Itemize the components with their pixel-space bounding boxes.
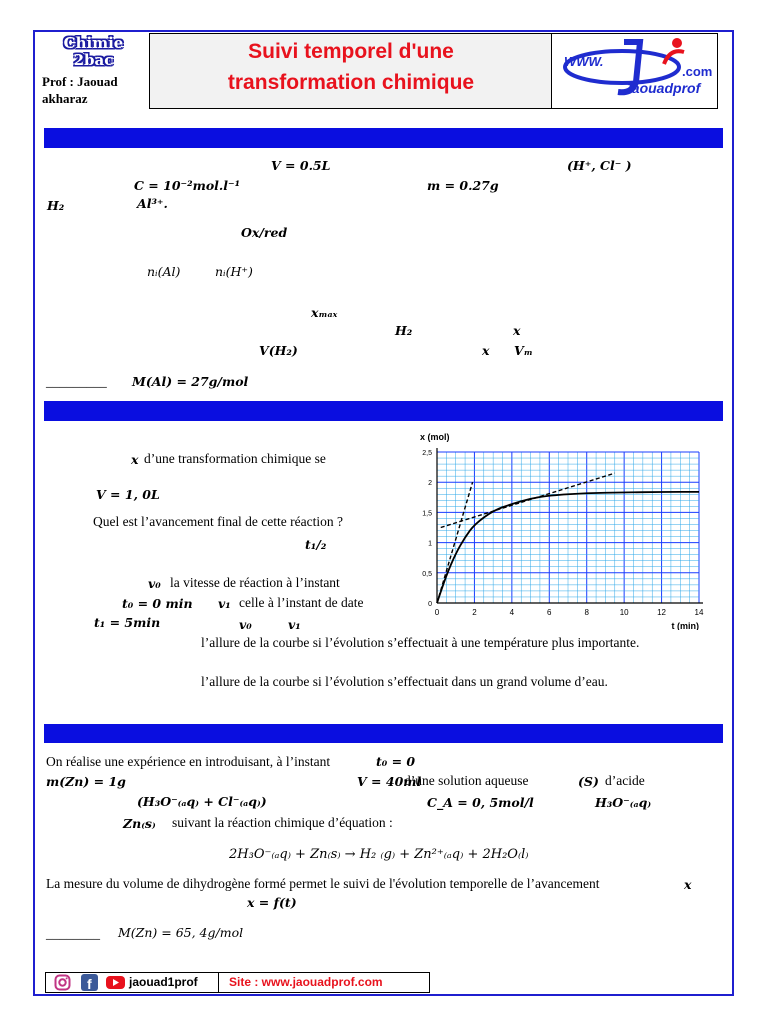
prof-line2: akharaz [42, 91, 88, 106]
y-tick-label: 1,5 [422, 510, 432, 518]
ex3-xft: x = f(t) [247, 895, 297, 910]
ex3-t0: t₀ = 0 [376, 754, 416, 769]
social-handle[interactable]: jaouad1prof [129, 975, 198, 989]
exercise2-banner [44, 401, 723, 421]
ex2-t-half: t₁/₂ [305, 537, 327, 552]
y-tick-label: 1 [428, 540, 432, 548]
site-link[interactable]: Site : www.jaouadprof.com [229, 975, 383, 989]
ex2-line1: d’une transformation chimique se [144, 451, 326, 466]
ex2-volume: V = 1, 0L [96, 487, 160, 502]
logo-name: Jaouadprof [624, 80, 701, 96]
ex1-mass: m = 0.27g [427, 178, 499, 193]
instagram-icon[interactable] [54, 974, 71, 991]
ex1-ni-h: nᵢ(H⁺) [215, 264, 253, 279]
y-tick-label: 2 [428, 480, 432, 488]
ex3-sol-text: d’une solution aqueuse [404, 773, 529, 788]
ex3-intro: On réalise une expérience en introduisant, à l’instant [46, 754, 331, 769]
logo-com: .com [682, 64, 713, 79]
ex2-v0-text: la vitesse de réaction à l’instant [170, 575, 340, 590]
ex2-v1-text: celle à l’instant de date [239, 595, 364, 610]
ex3-s: (S) [578, 774, 599, 789]
ex1-al3: Al³⁺. [137, 196, 168, 211]
exercise3-banner [44, 724, 723, 743]
ex2-v0: v₀ [148, 576, 161, 591]
ex3-zn: Zn₍s₎ [123, 816, 156, 831]
ex3-mzn: m(Zn) = 1g [46, 774, 126, 789]
ex1-vm: Vₘ [514, 343, 533, 358]
ex1-blank: _________ [46, 374, 107, 389]
ex3-equation: 2H₃O⁻₍ₐq₎ + Zn₍s₎ → H₂ ₍g₎ + Zn²⁺₍ₐq₎ + 2H₂O₍l₎ [229, 847, 529, 862]
ex1-ions: (H⁺, Cl⁻ ) [567, 158, 632, 173]
logo-www: WWW. [564, 54, 604, 69]
ex2-v1: v₁ [218, 596, 231, 611]
x-tick-label: 12 [657, 608, 667, 617]
ex3-molar-mass: M(Zn) = 65, 4g/mol [118, 925, 244, 940]
prof-line1: Prof : Jaouad [42, 74, 118, 89]
x-tick-label: 6 [547, 608, 552, 617]
facebook-icon[interactable] [81, 974, 98, 991]
ex1-h2b: H₂ [395, 323, 413, 338]
ex3-acid: d’acide [605, 773, 645, 788]
ex1-concentration: C = 10⁻²mol.l⁻¹ [134, 178, 241, 193]
prof-box [37, 72, 150, 109]
advancement-chart [405, 425, 715, 630]
ex1-oxred: Ox/red [241, 225, 288, 240]
exercise1-banner [44, 128, 723, 148]
ex3-pair: (H₃O⁻₍ₐq₎ + Cl⁻₍ₐq₎) [137, 794, 267, 809]
ex2-t1: t₁ = 5min [94, 615, 161, 630]
youtube-icon[interactable] [106, 976, 125, 989]
subject-line2: 2bac [73, 51, 114, 69]
subject-line1: Chimie [63, 34, 124, 52]
ex3-x: x [684, 877, 692, 892]
footer [45, 972, 430, 993]
ex2-vol-text: l’allure de la courbe si l’évolution s’effectuait dans un grand volume d’eau. [201, 674, 608, 689]
x-tick-label: 14 [694, 608, 704, 617]
ex2-t0: t₀ = 0 min [122, 596, 193, 611]
ex2-v0b: v₀ [239, 617, 252, 632]
y-tick-label: 2,5 [422, 450, 432, 457]
page-title-line2: transformation chimique [227, 71, 475, 94]
x-tick-label: 0 [434, 608, 440, 617]
y-tick-label: 0 [428, 601, 432, 608]
svg-text:f: f [87, 976, 92, 991]
ex1-vh2: V(H₂) [259, 343, 298, 358]
ex3-volume: V = 40ml [357, 774, 422, 789]
ex1-x2: x [482, 343, 490, 358]
ex1-h2: H₂ [47, 198, 65, 213]
ex3-blank: ________ [46, 926, 100, 941]
subject-box [37, 33, 150, 73]
y-axis-label: x (mol) [420, 432, 450, 442]
logo [552, 33, 718, 109]
x-tick-label: 2 [472, 608, 477, 617]
footer-divider [218, 973, 219, 992]
ex1-xmax: xₘₐₓ [311, 305, 338, 320]
ex1-molar-mass: M(Al) = 27g/mol [132, 374, 249, 389]
ex2-x: x [131, 452, 139, 467]
x-tick-label: 8 [584, 608, 589, 617]
ex3-measure: La mesure du volume de dihydrogène formé permet le suivi de l'évolution temporelle de l’avancement [46, 876, 600, 891]
ex1-ni-al: nᵢ(Al) [147, 264, 181, 279]
y-tick-label: 0,5 [422, 570, 432, 578]
ex2-temp-text: l’allure de la courbe si l’évolution s’effectuait à une température plus importante. [201, 635, 640, 650]
ex1-x1: x [513, 323, 521, 338]
ex2-v1b: v₁ [288, 617, 301, 632]
x-tick-label: 4 [509, 608, 515, 617]
x-axis-label: t (min) [671, 621, 699, 630]
x-tick-label: 10 [619, 608, 629, 617]
ex3-h3o: H₃O⁻₍ₐq₎ [595, 795, 652, 810]
ex3-reaction-text: suivant la réaction chimique d’équation : [172, 815, 393, 830]
ex2-question: Quel est l’avancement final de cette réaction ? [93, 514, 343, 529]
ex1-volume: V = 0.5L [271, 158, 331, 173]
page-title-line1: Suivi temporel d'une [248, 40, 454, 63]
ex3-ca: C_A = 0, 5mol/l [427, 795, 534, 810]
